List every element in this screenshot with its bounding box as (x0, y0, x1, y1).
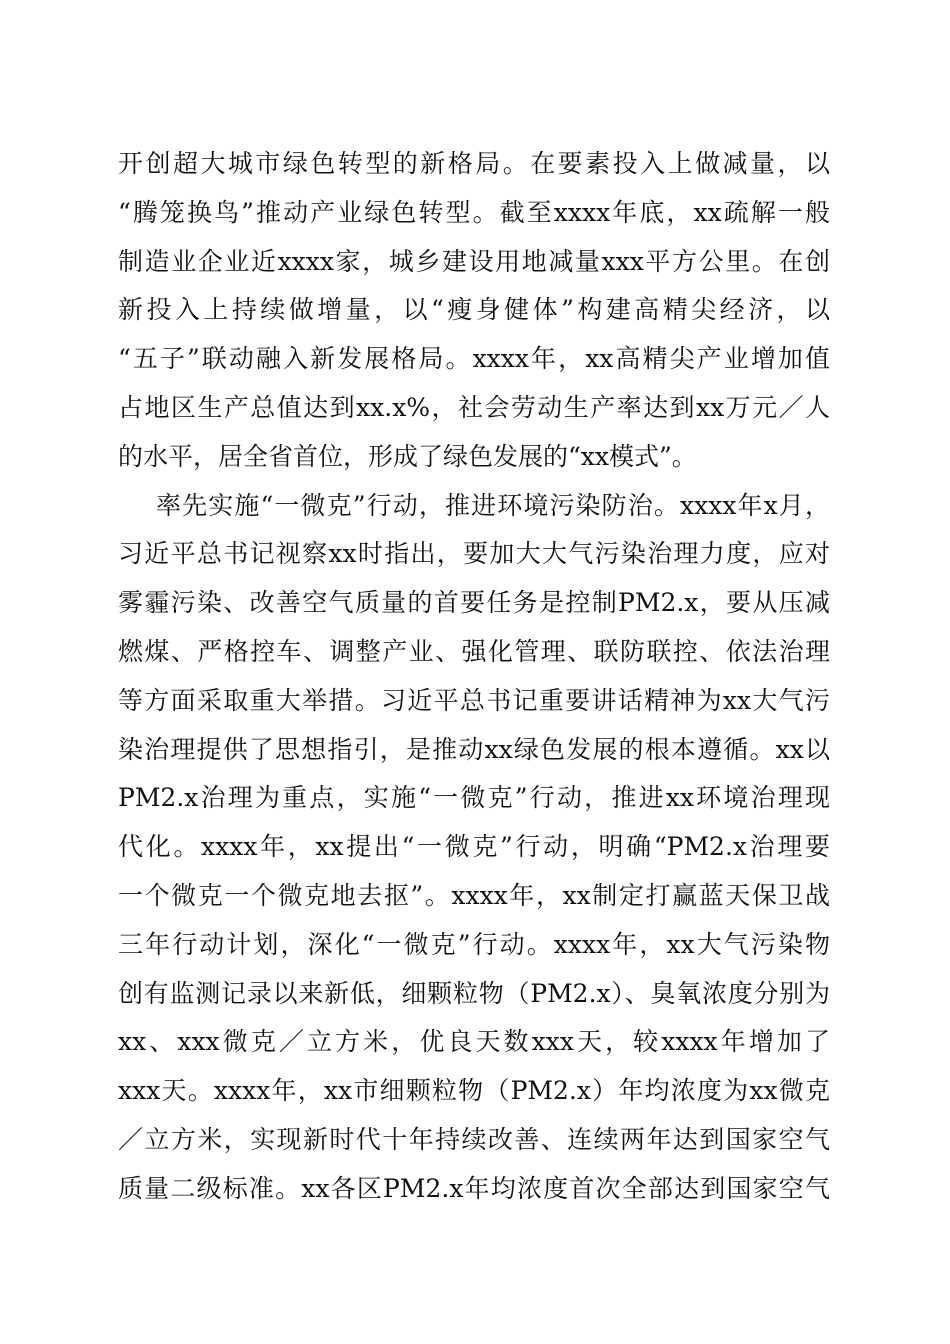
text-line: 代化。xxxx年，xx提出“一微克”行动，明确“PM2.x治理要 (118, 832, 830, 862)
text-line: “五子”联动融入新发展格局。xxxx年，xx高精尖产业增加值 (118, 344, 830, 374)
text-line: 创有监测记录以来新低，细颗粒物（PM2.x）、臭氧浓度分别为 (118, 978, 830, 1008)
text-line: 一个微克一个微克地去抠”。xxxx年，xx制定打赢蓝天保卫战 (118, 880, 830, 910)
text-line: 率先实施“一微克”行动，推进环境污染防治。xxxx年x月， (156, 490, 830, 520)
text-line: 染治理提供了思想指引，是推动xx绿色发展的根本遵循。xx以 (118, 734, 830, 764)
text-line: 的水平，居全省首位，形成了绿色发展的“xx模式”。 (118, 441, 697, 471)
text-line: “腾笼换鸟”推动产业绿色转型。截至xxxx年底，xx疏解一般 (118, 197, 830, 227)
text-line: ／立方米，实现新时代十年持续改善、连续两年达到国家空气 (118, 1124, 830, 1154)
text-line: 占地区生产总值达到xx.x%，社会劳动生产率达到xx万元／人 (118, 392, 830, 422)
text-line: 等方面采取重大举措。习近平总书记重要讲话精神为xx大气污 (118, 685, 830, 715)
text-line: 质量二级标准。xx各区PM2.x年均浓度首次全部达到国家空气 (118, 1173, 830, 1203)
paragraph-2 (118, 482, 830, 1214)
text-line: 制造业企业近xxxx家，城乡建设用地减量xxx平方公里。在创 (118, 246, 830, 276)
text-line: 三年行动计划，深化“一微克”行动。xxxx年，xx大气污染物 (118, 929, 830, 959)
paragraph-1 (118, 140, 830, 482)
text-line: 雾霾污染、改善空气质量的首要任务是控制PM2.x，要从压减 (118, 588, 830, 618)
text-line: xx、xxx微克／立方米，优良天数xxx天，较xxxx年增加了 (118, 1027, 830, 1057)
body-text (118, 140, 830, 1214)
text-line: xxx天。xxxx年，xx市细颗粒物（PM2.x）年均浓度为xx微克 (118, 1076, 830, 1106)
text-line: PM2.x治理为重点，实施“一微克”行动，推进xx环境治理现 (118, 783, 830, 813)
text-line: 燃煤、严格控车、调整产业、强化管理、联防联控、依法治理 (118, 636, 830, 666)
text-line: 习近平总书记视察xx时指出，要加大大气污染治理力度，应对 (118, 539, 830, 569)
text-line: 新投入上持续做增量，以“瘦身健体”构建高精尖经济，以 (118, 295, 830, 325)
text-line: 开创超大城市绿色转型的新格局。在要素投入上做减量，以 (118, 149, 830, 178)
